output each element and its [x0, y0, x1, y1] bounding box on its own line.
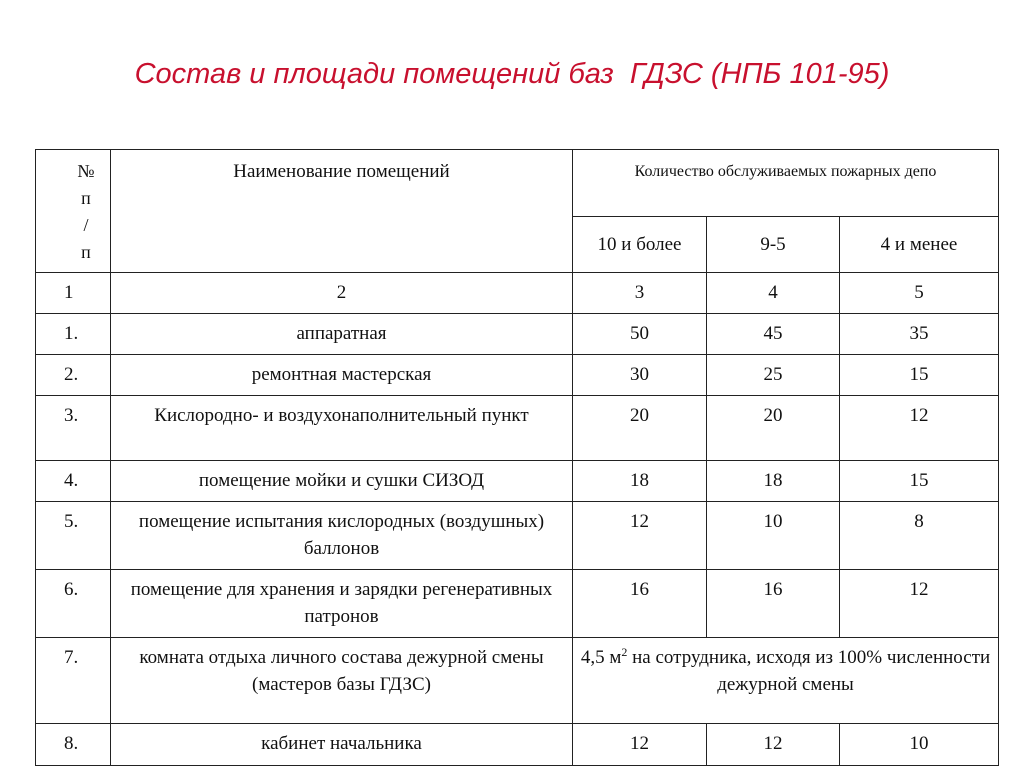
area-value: 16	[707, 570, 840, 638]
header-sub-cell: 9-5	[707, 217, 840, 273]
row-number: 7.	[36, 638, 111, 724]
table-row	[36, 355, 999, 396]
area-value: 18	[707, 461, 840, 502]
room-name: аппаратная	[111, 314, 573, 355]
area-value: 12	[840, 570, 999, 638]
table-row	[36, 638, 999, 724]
room-name: комната отдыха личного состава дежурной смены (мастеров базы ГДЗС)	[111, 638, 573, 724]
header-sub-cell: 10 и более	[573, 217, 707, 273]
row-number: 3.	[36, 396, 111, 461]
header-number-line: п	[81, 188, 91, 208]
area-value: 12	[573, 502, 707, 570]
column-number: 3	[573, 273, 707, 314]
area-value: 30	[573, 355, 707, 396]
area-value: 8	[840, 502, 999, 570]
room-name: кабинет начальника	[111, 724, 573, 766]
table-row	[36, 502, 999, 570]
area-value: 20	[573, 396, 707, 461]
area-value: 18	[573, 461, 707, 502]
column-number-row	[36, 273, 999, 314]
area-value: 20	[707, 396, 840, 461]
column-number: 1	[36, 273, 111, 314]
room-name: ремонтная мастерская	[111, 355, 573, 396]
table-row	[36, 724, 999, 766]
area-value: 15	[840, 355, 999, 396]
area-value: 10	[707, 502, 840, 570]
table-row	[36, 314, 999, 355]
table-row	[36, 396, 999, 461]
room-name: помещение испытания кислородных (воздушных) баллонов	[111, 502, 573, 570]
area-value: 12	[707, 724, 840, 766]
note-superscript: 2	[621, 645, 628, 659]
header-name-cell: Наименование помещений	[111, 150, 573, 273]
area-value: 12	[840, 396, 999, 461]
area-value: 25	[707, 355, 840, 396]
room-name: Кислородно- и воздухонаполнительный пункт	[111, 396, 573, 461]
header-group-cell: Количество обслуживаемых пожарных депо	[573, 150, 999, 217]
header-sub-cell: 4 и менее	[840, 217, 999, 273]
area-value: 35	[840, 314, 999, 355]
row-number: 2.	[36, 355, 111, 396]
column-number: 4	[707, 273, 840, 314]
area-value: 10	[840, 724, 999, 766]
merged-area-note	[573, 638, 999, 724]
header-row	[36, 150, 999, 217]
row-number: 8.	[36, 724, 111, 766]
area-value: 50	[573, 314, 707, 355]
table-row	[36, 570, 999, 638]
header-number-cell	[36, 150, 111, 273]
row-number: 4.	[36, 461, 111, 502]
note-prefix: 4,5 м	[580, 647, 622, 668]
area-value: 12	[573, 724, 707, 766]
header-number-line: п	[81, 242, 91, 262]
column-number: 5	[840, 273, 999, 314]
note-suffix: на сотрудника, исходя из 100% численности дежурной смены	[627, 647, 991, 695]
row-number: 6.	[36, 570, 111, 638]
row-number: 1.	[36, 314, 111, 355]
room-name: помещение для хранения и зарядки регенеративных патронов	[111, 570, 573, 638]
area-value: 15	[840, 461, 999, 502]
header-number-line: /	[83, 215, 89, 235]
room-name: помещение мойки и сушки СИЗОД	[111, 461, 573, 502]
area-value: 16	[573, 570, 707, 638]
column-number: 2	[111, 273, 573, 314]
rooms-table	[35, 149, 999, 766]
header-number-line: №	[77, 161, 95, 181]
area-value: 45	[707, 314, 840, 355]
table-row	[36, 461, 999, 502]
page-title: Состав и площади помещений баз ГДЗС (НПБ 101-95)	[134, 58, 890, 90]
row-number: 5.	[36, 502, 111, 570]
